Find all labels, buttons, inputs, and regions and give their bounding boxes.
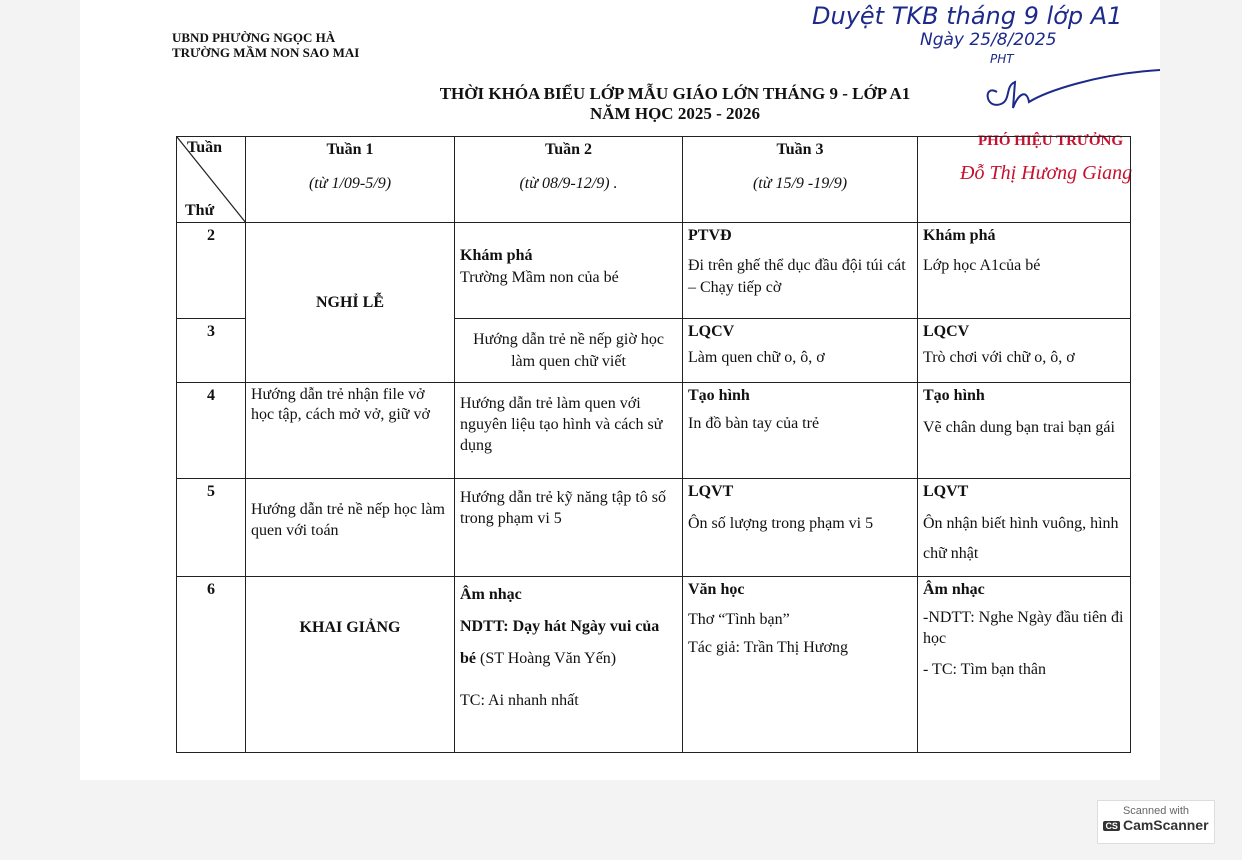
subject-label: Khám phá [923,227,996,244]
activity-text: Lớp học A1của bé [923,257,1041,274]
stamp-name: Đỗ Thị Hương Giang [960,162,1133,184]
cell-w2-d5: Hướng dẫn trẻ kỹ năng tập tô số trong phạm vi 5 [455,479,683,577]
cell-w1-d5: Hướng dẫn trẻ nề nếp học làm quen với toán [246,479,455,577]
timetable [176,136,1131,753]
activity-text: Đi trên ghế thể dục đầu đội túi cát – Chạy tiếp cờ [688,257,906,296]
cell-w2-d4: Hướng dẫn trẻ làm quen với nguyên liệu tạo hình và cách sử dụng [455,383,683,479]
week-header-3 [683,137,918,223]
corner-week-label: Tuần [187,139,222,156]
approval-note-date: Ngày 25/8/2025 [920,30,1057,50]
subject-label: LQCV [923,323,970,340]
cell-w4-d3 [918,319,1131,383]
poem-author: Tác giả: Trần Thị Hương [688,639,848,656]
subject-label: LQVT [923,483,969,500]
subject-label: Âm nhạc [460,586,522,603]
opening-cell: KHAI GIẢNG [246,577,455,753]
cell-w4-d4 [918,383,1131,479]
header-row [177,137,1131,223]
title-line-year: NĂM HỌC 2025 - 2026 [590,104,760,123]
approval-note-role: PHT [990,52,1014,66]
org-line-school: TRƯỜNG MẦM NON SAO MAI [172,45,360,60]
cell-w3-d6 [683,577,918,753]
game-text: - TC: Tìm bạn thân [923,661,1046,678]
document-title [380,84,970,124]
cell-w3-d3 [683,319,918,383]
cell-w2-d2 [455,223,683,319]
day-cell: 6 [177,577,246,753]
day-cell: 4 [177,383,246,479]
title-line-main: THỜI KHÓA BIỂU LỚP MẪU GIÁO LỚN THÁNG 9 - LỚP A1 [439,84,911,103]
subject-label: PTVĐ [688,227,732,244]
poem-title: Thơ “Tình bạn” [688,611,790,628]
holiday-cell: NGHỈ LỄ [246,223,455,383]
subject-label: Văn học [688,581,745,598]
activity-text: Ôn nhận biết hình vuông, hình chữ nhật [923,515,1119,562]
week-header-2 [455,137,683,223]
week-range: (từ 15/9 -19/9) [752,175,848,192]
activity-text: In đồ bàn tay của trẻ [688,415,820,432]
organization-header [172,30,359,60]
scanned-with-label: Scanned with [1122,805,1190,817]
week-name: Tuần 3 [776,141,824,158]
cell-w3-d4 [683,383,918,479]
subject-label: LQVT [688,483,734,500]
subject-label: Tạo hình [923,387,985,404]
day-cell: 3 [177,319,246,383]
signature-mark [975,62,1165,122]
approval-note-line1: Duyệt TKB tháng 9 lớp A1 [812,2,1123,30]
week-name [923,139,1125,161]
game-text: TC: Ai nhanh nhất [460,692,579,709]
week-range [923,173,1125,195]
corner-cell [177,137,246,223]
cell-w1-d4: Hướng dẫn trẻ nhận file vở học tập, cách mở vở, giữ vở [246,383,455,479]
table-row [177,479,1131,577]
week-header-4 [918,137,1131,223]
camscanner-brand [1098,817,1214,833]
activity-text: Trường Mầm non của bé [460,269,619,286]
corner-day-label: Thứ [185,202,215,219]
activity-text: Vẽ chân dung bạn trai bạn gái [923,419,1115,436]
table-row [177,577,1131,753]
subject-label: Âm nhạc [923,581,985,598]
cell-w3-d5 [683,479,918,577]
main-content-text: -NDTT: Nghe Ngày đầu tiên đi học [923,609,1124,647]
activity-text: Làm quen chữ o, ô, ơ [688,349,825,366]
activity-text: Ôn số lượng trong phạm vi 5 [688,515,874,532]
main-content-text: NDTT: Dạy hát Ngày vui của bé [460,618,660,667]
cell-w2-d6 [455,577,683,753]
week-range: (từ 08/9-12/9) . [519,175,618,192]
week-name: Tuần 1 [326,141,374,158]
subject-label: LQCV [688,323,735,340]
week-header-1 [246,137,455,223]
day-cell: 5 [177,479,246,577]
camscanner-logo-icon: CS [1105,821,1118,832]
cell-w4-d6 [918,577,1131,753]
table-row [177,223,1131,319]
cell-w2-d3: Hướng dẫn trẻ nề nếp giờ học làm quen chữ viết [455,319,683,383]
camscanner-badge [1097,800,1215,844]
subject-label: Khám phá [460,247,533,264]
day-cell: 2 [177,223,246,319]
activity-text: Trò chơi với chữ o, ô, ơ [923,349,1075,366]
cell-w4-d2 [918,223,1131,319]
subject-label: Tạo hình [688,387,750,404]
stamp-title: PHÓ HIỆU TRƯỞNG [978,133,1124,149]
org-line-ward: UBND PHƯỜNG NGỌC HÀ [172,30,336,45]
cell-w4-d5 [918,479,1131,577]
song-author-text: (ST Hoàng Văn Yến) [480,650,617,667]
cell-w3-d2 [683,223,918,319]
table-row [177,383,1131,479]
week-range: (từ 1/09-5/9) [308,175,392,192]
camscanner-name: CamScanner [1122,817,1209,833]
week-name: Tuần 2 [545,141,592,158]
